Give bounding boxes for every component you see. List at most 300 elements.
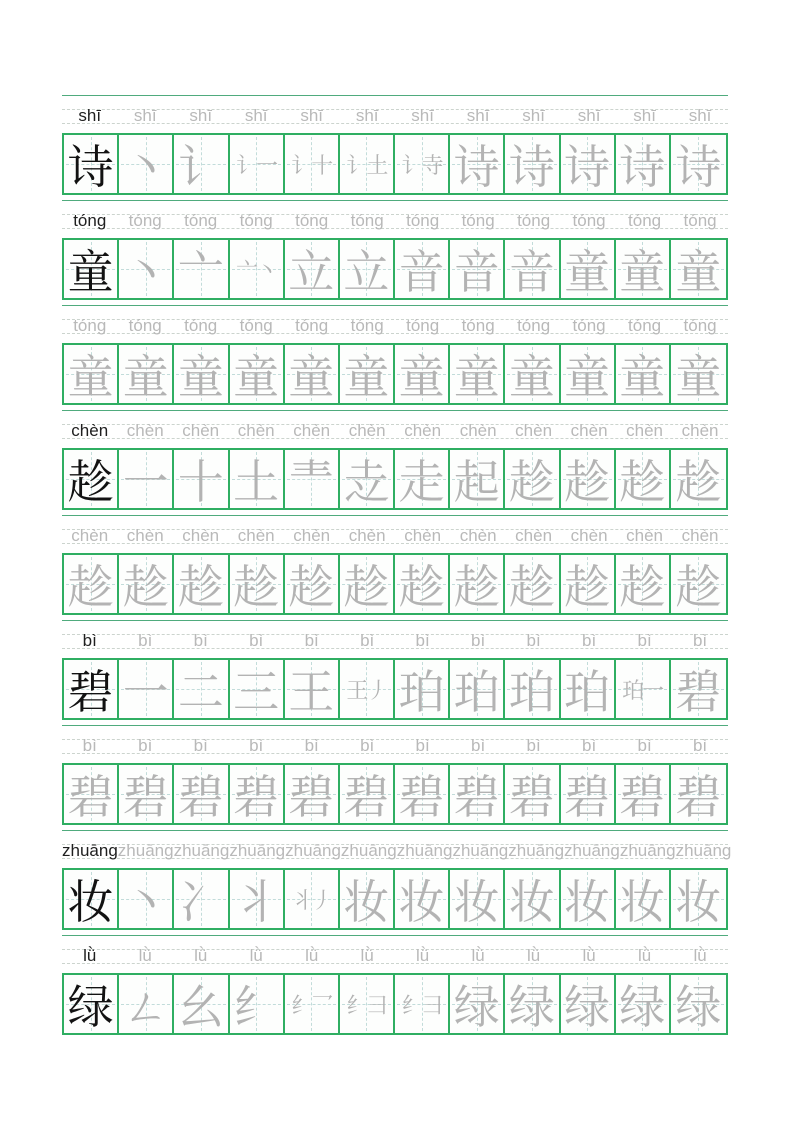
grid-cell (671, 240, 726, 298)
section-tong-stroke-order (62, 200, 728, 300)
practice-character: 碧 (564, 770, 611, 824)
pinyin-label: tóng (350, 211, 384, 230)
pinyin-band (62, 628, 728, 652)
practice-character: 讠十 (291, 153, 332, 179)
pinyin-label: tóng (572, 211, 606, 230)
pinyin-label: zhuāng (62, 841, 118, 860)
pinyin-label: chèn (515, 421, 553, 440)
pinyin-label: zhuāng (396, 841, 453, 860)
character-grid-row (62, 343, 728, 405)
grid-cell (230, 135, 285, 193)
pinyin-band (62, 523, 728, 547)
practice-character: 童 (122, 350, 169, 404)
practice-character: 诗 (619, 140, 666, 194)
pinyin-label: shī (244, 106, 268, 125)
grid-cell (671, 975, 726, 1033)
grid-cell (505, 345, 560, 403)
grid-cell (616, 975, 671, 1033)
practice-character: 赱 (343, 455, 390, 509)
pinyin-label: shī (466, 106, 490, 125)
grid-cell (119, 660, 174, 718)
character-grid-row (62, 763, 728, 825)
pinyin-label: bì (193, 736, 208, 755)
grid-cell (505, 135, 560, 193)
practice-character: 王丿 (346, 678, 387, 704)
grid-cell (285, 555, 340, 613)
pinyin-label: shī (300, 106, 324, 125)
pinyin-label: bì (526, 631, 541, 650)
pinyin-label: lǜ (416, 946, 430, 965)
practice-character: 童 (67, 350, 114, 404)
pinyin-band (62, 313, 728, 337)
pinyin-band (62, 418, 728, 442)
practice-character: 丶 (122, 140, 169, 194)
grid-cell (616, 240, 671, 298)
pinyin-label: bì (692, 736, 708, 755)
practice-character: 诗 (675, 140, 722, 194)
grid-cell (671, 660, 726, 718)
grid-cell (450, 135, 505, 193)
pinyin-label: lǜ (693, 946, 707, 965)
practice-character: 碧 (508, 770, 555, 824)
pinyin-label: lǜ (83, 946, 97, 965)
grid-cell (340, 555, 395, 613)
grid-cell (340, 135, 395, 193)
pinyin-label: tóng (128, 316, 162, 335)
pinyin-label: tóng (73, 316, 107, 335)
practice-character: ㄥ (122, 980, 169, 1034)
practice-character: 趁 (288, 560, 335, 614)
practice-character: 十 (177, 455, 224, 509)
pinyin-label: shī (522, 106, 545, 125)
pinyin-label: chèn (71, 526, 109, 545)
practice-character: 立 (343, 245, 390, 299)
pinyin-label: zhuāng (229, 841, 286, 860)
grid-cell (230, 660, 285, 718)
grid-cell (64, 135, 119, 193)
grid-cell (616, 765, 671, 823)
pinyin-label: chèn (348, 526, 386, 545)
practice-character: 妆 (398, 875, 445, 929)
grid-cell (174, 135, 229, 193)
practice-character: 妆 (619, 875, 666, 929)
grid-cell (616, 135, 671, 193)
grid-cell (616, 450, 671, 508)
grid-cell (505, 555, 560, 613)
pinyin-label: chèn (515, 526, 553, 545)
practice-character: 讠寺 (401, 153, 442, 179)
grid-cell (340, 240, 395, 298)
grid-cell (671, 870, 726, 928)
pinyin-slot-row (62, 103, 728, 127)
practice-character: 走 (398, 455, 445, 509)
practice-character: 绿 (453, 980, 500, 1034)
practice-character: 丶 (122, 245, 169, 299)
section-separator-line (62, 725, 728, 726)
grid-cell (395, 450, 450, 508)
pinyin-label: tóng (73, 211, 107, 230)
practice-character: 二 (177, 665, 224, 719)
practice-character: 丬 (233, 875, 280, 929)
practice-character: 趁 (398, 560, 445, 614)
practice-character: 纟彐 (401, 993, 442, 1019)
pinyin-label: chèn (626, 421, 664, 440)
pinyin-label: chèn (348, 421, 386, 440)
grid-cell (285, 870, 340, 928)
pinyin-label: tóng (683, 211, 717, 230)
pinyin-label: lǜ (637, 946, 652, 965)
practice-character: 趁 (619, 455, 666, 509)
pinyin-label: tóng (295, 316, 329, 335)
pinyin-slot-row (62, 838, 732, 862)
grid-cell (64, 975, 119, 1033)
pinyin-label: tóng (184, 316, 218, 335)
section-separator-line (62, 305, 728, 306)
grid-cell (285, 240, 340, 298)
practice-character: 丶 (122, 875, 169, 929)
pinyin-label: bì (82, 736, 97, 755)
pinyin-label: tóng (683, 316, 717, 335)
section-bi-trace (62, 725, 728, 825)
grid-cell (395, 135, 450, 193)
practice-character: 龶 (288, 455, 335, 509)
practice-character: 三 (233, 665, 280, 719)
pinyin-label: bì (582, 736, 597, 755)
grid-cell (285, 345, 340, 403)
pinyin-slot-row (62, 418, 728, 442)
practice-character: 纟乛 (291, 993, 332, 1019)
pinyin-label: chèn (126, 526, 164, 545)
grid-cell (671, 135, 726, 193)
pinyin-label: tóng (128, 211, 162, 230)
grid-cell (505, 240, 560, 298)
grid-cell (505, 450, 560, 508)
pinyin-label: chèn (182, 526, 220, 545)
grid-cell (395, 975, 450, 1033)
grid-cell (64, 765, 119, 823)
pinyin-label: bì (415, 736, 430, 755)
practice-character: 碧 (343, 770, 390, 824)
practice-character: 诗 (453, 140, 500, 194)
model-character: 趁 (67, 455, 114, 509)
pinyin-label: chèn (126, 421, 164, 440)
grid-cell (395, 345, 450, 403)
grid-cell (671, 345, 726, 403)
practice-character: 碧 (288, 770, 335, 824)
pinyin-label: chèn (626, 526, 664, 545)
pinyin-slot-row (62, 208, 728, 232)
pinyin-slot-row (62, 943, 728, 967)
pinyin-label: bì (82, 631, 97, 650)
pinyin-band (62, 838, 732, 862)
grid-cell (671, 555, 726, 613)
grid-cell (450, 765, 505, 823)
grid-cell (616, 555, 671, 613)
pinyin-band (62, 733, 728, 757)
pinyin-label: bì (471, 631, 486, 650)
section-separator-line (62, 200, 728, 201)
pinyin-label: chèn (293, 526, 331, 545)
practice-character: 绿 (675, 980, 722, 1034)
grid-cell (340, 660, 395, 718)
grid-cell (340, 450, 395, 508)
pinyin-band (62, 943, 728, 967)
pinyin-label: bì (304, 631, 319, 650)
practice-character: 童 (675, 245, 722, 299)
grid-cell (561, 975, 616, 1033)
pinyin-label: chèn (404, 421, 442, 440)
grid-cell (119, 555, 174, 613)
pinyin-label: chèn (237, 421, 275, 440)
grid-cell (230, 975, 285, 1033)
grid-cell (230, 450, 285, 508)
pinyin-label: bì (193, 631, 208, 650)
grid-cell (450, 975, 505, 1033)
practice-character: 童 (619, 245, 666, 299)
practice-character: 妆 (675, 875, 722, 929)
grid-cell (174, 555, 229, 613)
grid-cell (340, 765, 395, 823)
practice-sheet (62, 95, 732, 1040)
grid-cell (561, 765, 616, 823)
pinyin-label: chèn (293, 421, 331, 440)
pinyin-label: tóng (239, 316, 273, 335)
practice-character: 碧 (233, 770, 280, 824)
practice-character: 亠丶 (236, 258, 277, 284)
grid-cell (119, 135, 174, 193)
pinyin-label: tóng (628, 211, 662, 230)
pinyin-label: zhuāng (564, 841, 620, 860)
pinyin-label: bì (138, 631, 153, 650)
pinyin-label: lǜ (249, 946, 263, 965)
grid-cell (561, 135, 616, 193)
pinyin-label: bì (582, 631, 597, 650)
grid-cell (505, 870, 560, 928)
practice-character: 趁 (508, 455, 555, 509)
section-shi-stroke-order (62, 95, 728, 195)
practice-character: 趁 (675, 455, 722, 509)
pinyin-slot-row (62, 733, 728, 757)
pinyin-label: tóng (461, 211, 495, 230)
practice-character: 讠一 (236, 153, 277, 179)
practice-character: 童 (564, 350, 611, 404)
grid-cell (671, 450, 726, 508)
practice-character: 童 (675, 350, 722, 404)
practice-character: 碧 (675, 665, 722, 719)
pinyin-label: bì (637, 631, 652, 650)
grid-cell (561, 870, 616, 928)
character-grid-row (62, 868, 728, 930)
grid-cell (285, 660, 340, 718)
pinyin-label: chèn (570, 526, 608, 545)
practice-character: 音 (453, 245, 500, 299)
practice-character: 趁 (343, 560, 390, 614)
pinyin-label: chèn (182, 421, 220, 440)
practice-character: 珀 (564, 665, 611, 719)
grid-cell (340, 870, 395, 928)
practice-character: 绿 (564, 980, 611, 1034)
grid-cell (285, 975, 340, 1033)
practice-character: 幺 (177, 980, 224, 1034)
practice-character: 童 (343, 350, 390, 404)
pinyin-label: lǜ (194, 946, 208, 965)
grid-cell (285, 765, 340, 823)
grid-cell (285, 450, 340, 508)
section-separator-line (62, 620, 728, 621)
pinyin-label: chèn (71, 421, 109, 440)
practice-character: 童 (177, 350, 224, 404)
practice-character: 趁 (564, 455, 611, 509)
grid-cell (561, 555, 616, 613)
practice-character: 一 (122, 455, 169, 509)
practice-character: 碧 (675, 770, 722, 824)
practice-character: 童 (508, 350, 555, 404)
practice-character: 丬丿 (291, 888, 332, 914)
model-character: 诗 (67, 140, 114, 194)
practice-character: 趁 (67, 560, 114, 614)
grid-cell (174, 450, 229, 508)
practice-character: 音 (398, 245, 445, 299)
pinyin-label: tóng (628, 316, 662, 335)
grid-cell (230, 870, 285, 928)
grid-cell (561, 345, 616, 403)
grid-cell (64, 660, 119, 718)
pinyin-label: zhuāng (675, 841, 732, 860)
pinyin-label: tóng (517, 211, 551, 230)
practice-character: 讠 (177, 140, 224, 194)
grid-cell (340, 975, 395, 1033)
practice-character: 妆 (508, 875, 555, 929)
pinyin-label: lǜ (305, 946, 319, 965)
pinyin-label: chèn (404, 526, 442, 545)
pinyin-slot-row (62, 313, 728, 337)
practice-character: 碧 (122, 770, 169, 824)
pinyin-label: shī (133, 106, 157, 125)
grid-cell (285, 135, 340, 193)
grid-cell (340, 345, 395, 403)
practice-character: 一 (122, 665, 169, 719)
practice-character: 纟 (233, 980, 280, 1034)
model-character: 绿 (67, 980, 114, 1034)
model-character: 妆 (67, 875, 114, 929)
practice-character: 王 (288, 665, 335, 719)
pinyin-label: bì (471, 736, 486, 755)
practice-character: 绿 (508, 980, 555, 1034)
grid-cell (450, 450, 505, 508)
practice-character: 珀 (398, 665, 445, 719)
grid-cell (64, 450, 119, 508)
practice-character: 童 (288, 350, 335, 404)
grid-cell (450, 345, 505, 403)
practice-character: 立 (288, 245, 335, 299)
practice-character: 碧 (67, 770, 114, 824)
grid-cell (450, 240, 505, 298)
grid-cell (174, 870, 229, 928)
grid-cell (174, 975, 229, 1033)
practice-character: 碧 (619, 770, 666, 824)
grid-cell (64, 870, 119, 928)
practice-character: 童 (398, 350, 445, 404)
character-grid-row (62, 973, 728, 1035)
pinyin-label: lǜ (582, 946, 596, 965)
practice-character: 趁 (233, 560, 280, 614)
pinyin-label: tóng (406, 211, 440, 230)
grid-cell (395, 765, 450, 823)
pinyin-label: shī (411, 106, 434, 125)
pinyin-label: tóng (461, 316, 495, 335)
character-grid-row (62, 658, 728, 720)
grid-cell (450, 660, 505, 718)
grid-cell (230, 345, 285, 403)
practice-character: 冫 (177, 875, 224, 929)
pinyin-label: chèn (681, 526, 719, 545)
pinyin-label: bì (304, 736, 319, 755)
practice-character: 妆 (343, 875, 390, 929)
character-grid-row (62, 238, 728, 300)
pinyin-label: chèn (459, 421, 497, 440)
model-character: 碧 (67, 665, 114, 719)
pinyin-label: tóng (406, 316, 440, 335)
grid-cell (174, 240, 229, 298)
practice-character: 音 (508, 245, 555, 299)
pinyin-label: lǜ (138, 946, 152, 965)
pinyin-label: tóng (350, 316, 384, 335)
pinyin-label: zhuāng (117, 841, 174, 860)
section-zhuang-stroke-order (62, 830, 732, 930)
grid-cell (395, 870, 450, 928)
pinyin-label: tóng (517, 316, 551, 335)
pinyin-label: tóng (572, 316, 606, 335)
pinyin-label: shī (78, 106, 102, 125)
practice-character: 童 (453, 350, 500, 404)
practice-character: 起 (453, 455, 500, 509)
section-separator-line (62, 515, 728, 516)
pinyin-label: bì (360, 736, 375, 755)
grid-cell (230, 555, 285, 613)
practice-character: 妆 (564, 875, 611, 929)
grid-cell (561, 450, 616, 508)
section-chen-stroke-order (62, 410, 728, 510)
practice-character: 珀一 (622, 678, 663, 704)
grid-cell (119, 450, 174, 508)
character-grid-row (62, 553, 728, 615)
grid-cell (616, 660, 671, 718)
pinyin-label: zhuāng (619, 841, 676, 860)
pinyin-label: bì (415, 631, 430, 650)
pinyin-label: zhuāng (173, 841, 230, 860)
pinyin-label: shī (688, 106, 712, 125)
grid-cell (616, 345, 671, 403)
pinyin-label: bì (249, 631, 264, 650)
pinyin-label: lǜ (527, 946, 541, 965)
pinyin-label: chèn (459, 526, 497, 545)
practice-character: 趁 (177, 560, 224, 614)
practice-character: 珀 (508, 665, 555, 719)
grid-cell (505, 660, 560, 718)
pinyin-label: tóng (184, 211, 218, 230)
grid-cell (64, 345, 119, 403)
grid-cell (671, 765, 726, 823)
grid-cell (64, 240, 119, 298)
pinyin-label: bì (692, 631, 708, 650)
section-bi-stroke-order (62, 620, 728, 720)
pinyin-label: bì (637, 736, 652, 755)
section-chen-trace (62, 515, 728, 615)
pinyin-label: bì (249, 736, 264, 755)
pinyin-label: tóng (239, 211, 273, 230)
pinyin-label: chèn (570, 421, 608, 440)
practice-character: 诗 (508, 140, 555, 194)
